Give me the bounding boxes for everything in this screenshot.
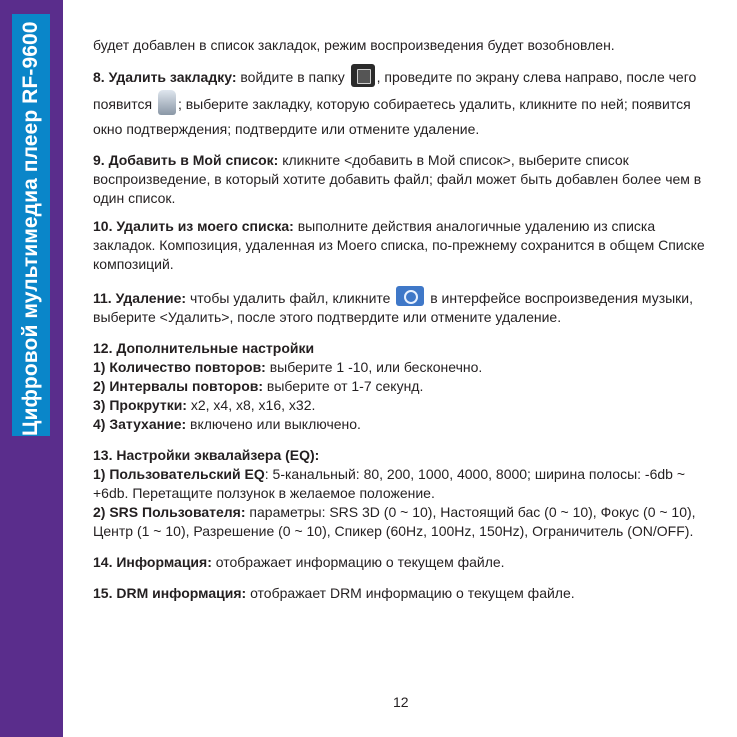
section-8-title: 8. Удалить закладку: bbox=[93, 69, 237, 85]
section-11-title: 11. Удаление: bbox=[93, 290, 187, 306]
section-12-title: 12. Дополнительные настройки bbox=[93, 340, 315, 356]
section-15: 15. DRM информация: отображает DRM информацию о текущем файле. bbox=[93, 585, 575, 601]
section-11: 11. Удаление: чтобы удалить файл, кликните в интерфейсе воспроизведения музыки, выберите <Удалить>, после этого подтвердите или отмените удаление. bbox=[93, 286, 713, 327]
section-9-title: 9. Добавить в Мой список: bbox=[93, 152, 279, 168]
paragraph-continuation: будет добавлен в список закладок, режим воспроизведения будет возобновлен. bbox=[93, 37, 615, 53]
sidebar bbox=[0, 0, 63, 737]
section-13-title: 13. Настройки эквалайзера (EQ): bbox=[93, 447, 320, 463]
section-10: 10. Удалить из моего списка: выполните действия аналогичные удалению из списка закладок. Композиция, удаленная из Моего списка, по-прежнему сохранится в общем Списке композиций. bbox=[93, 218, 705, 272]
trash-icon bbox=[158, 90, 176, 115]
section-14-title: 14. Информация: bbox=[93, 554, 212, 570]
sidebar-title: Цифровой мультимедиа плеер RF-9600 bbox=[19, 21, 42, 436]
bookmark-folder-icon bbox=[351, 64, 375, 87]
section-9: 9. Добавить в Мой список: кликните <добавить в Мой список>, выберите список воспроизведение, в который хотите добавить файл; файл может быть добавлен более чем в один список. bbox=[93, 152, 702, 206]
section-13: 13. Настройки эквалайзера (EQ): 1) Пользовательский EQ: 5-канальный: 80, 200, 1000, 4000, 8000; ширина полосы: -6db ~ +6db. Перетащите ползунок в желаемое положение. 2) SRS Пользователя: параметры: SRS 3D (0 ~ 10), Настоящий бас (0 ~ 10), Фокус (0 ~ 10), Центр (1 ~ 10), Разрешение (0 ~ 10), Спикер (60Hz, 100Hz, 150Hz), Ограничитель (ON/OFF). bbox=[93, 447, 696, 539]
sidebar-title-band bbox=[12, 14, 50, 436]
page-content bbox=[93, 36, 713, 603]
section-12: 12. Дополнительные настройки 1) Количество повторов: выберите 1 -10, или бесконечно. 2) Интервалы повторов: выберите от 1-7 секунд. 3) Прокрутки: x2, x4, x8, x16, x32. 4) Затухание: включено или выключено. bbox=[93, 340, 483, 432]
section-8: 8. Удалить закладку: войдите в папку , проведите по экрану слева направо, после чего появится ; выберите закладку, которую собираетесь удалить, кликните по ней; появится окно подтверждения; подтвердите или отмените удаление. bbox=[93, 64, 713, 142]
page-number: 12 bbox=[393, 694, 409, 710]
section-15-title: 15. DRM информация: bbox=[93, 585, 247, 601]
section-14: 14. Информация: отображает информацию о текущем файле. bbox=[93, 554, 505, 570]
section-10-title: 10. Удалить из моего списка: bbox=[93, 218, 294, 234]
settings-icon bbox=[396, 286, 424, 306]
